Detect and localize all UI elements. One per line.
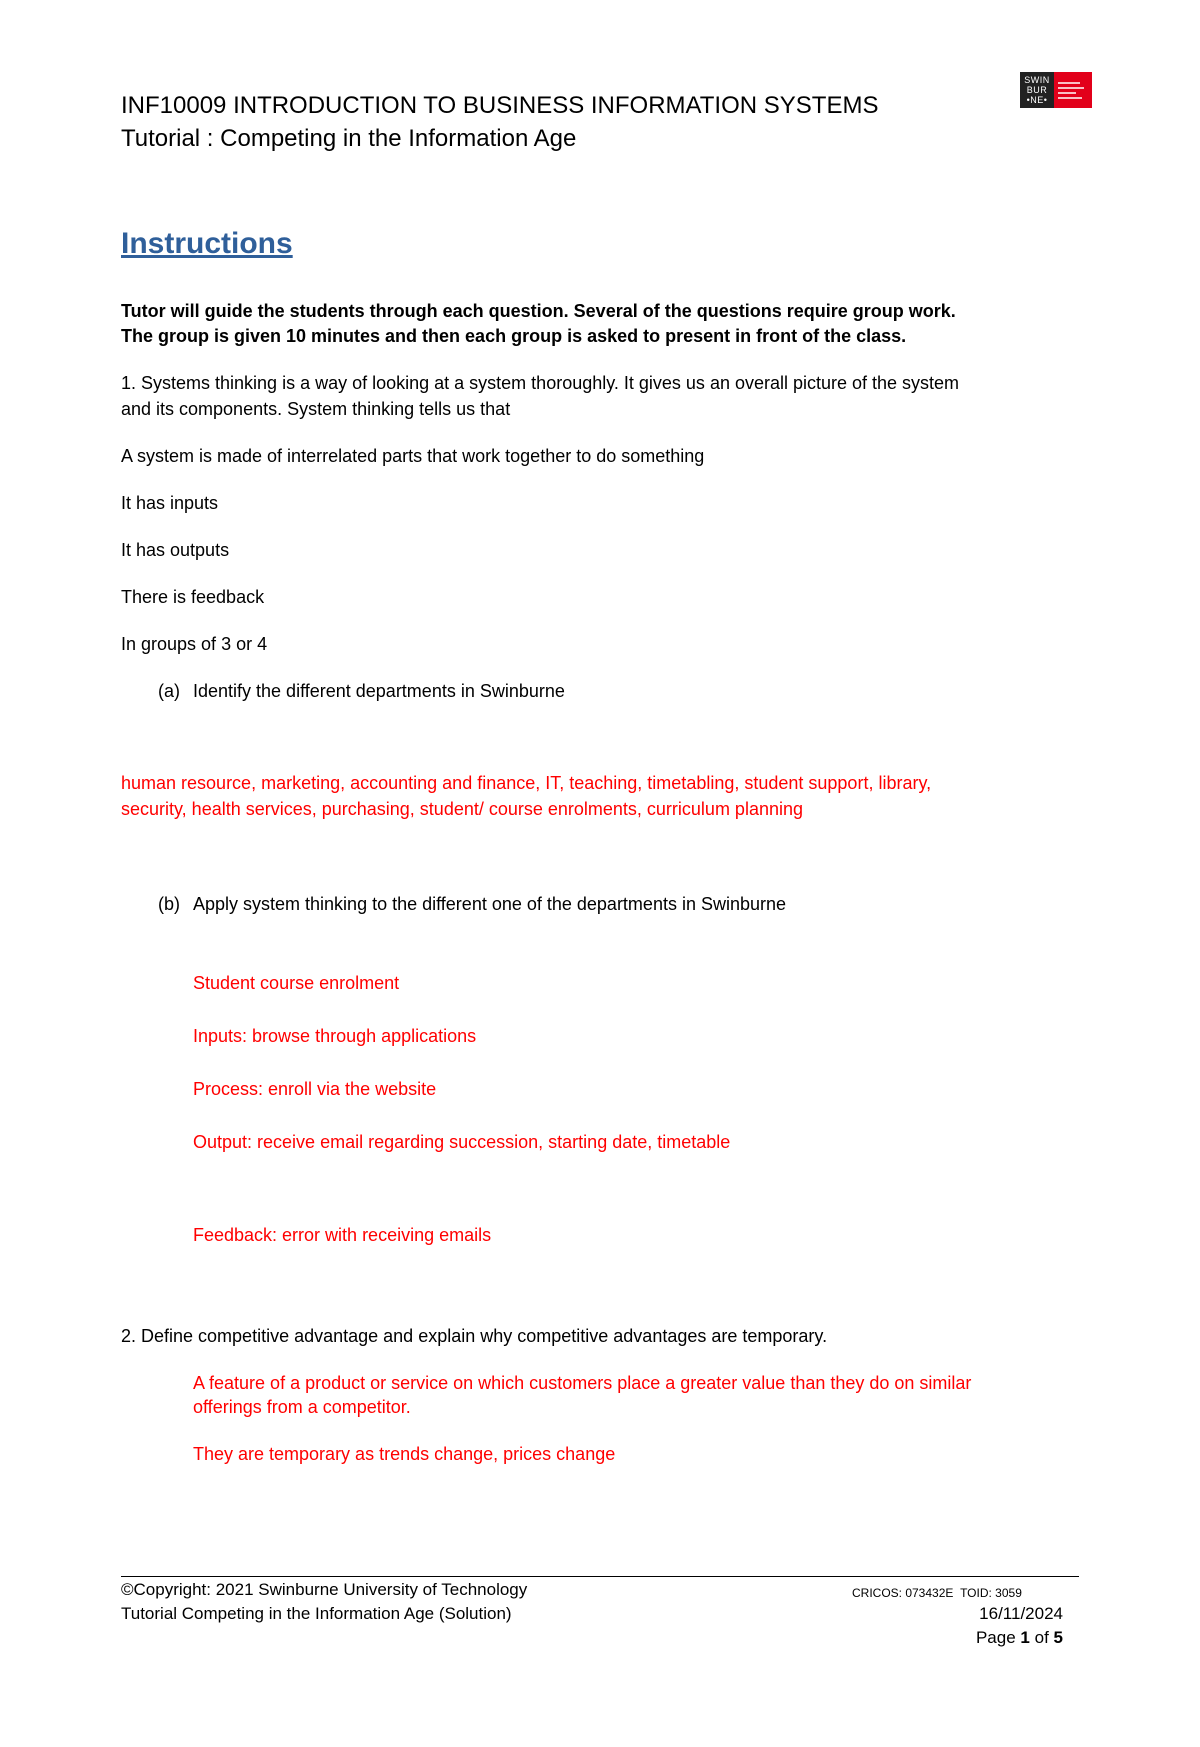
footer-page-prefix: Page xyxy=(975,1628,1016,1647)
logo-line-3: •NE• xyxy=(1026,95,1048,105)
footer-cricos-code: CRICOS: 073432E xyxy=(852,1586,954,1600)
logo-mark xyxy=(1020,72,1054,108)
footer-date: 16/11/2024 xyxy=(979,1604,1063,1623)
q1-point: It has outputs xyxy=(121,540,230,560)
q1a-text: Identify the different departments in Swinburne xyxy=(193,681,565,701)
q1-point: In groups of 3 or 4 xyxy=(121,634,268,654)
swinburne-logo xyxy=(1020,72,1092,108)
q1-text-line-2: and its components. System thinking tells us that xyxy=(121,399,511,419)
q1b-answer: Output: receive email regarding succession, starting date, timetable xyxy=(193,1132,731,1152)
q1a-label: (a) xyxy=(158,681,180,701)
footer-page-current: 1 xyxy=(1020,1628,1030,1647)
footer-page-total: 5 xyxy=(1053,1628,1063,1647)
q2-answer-line-2: offerings from a competitor. xyxy=(193,1397,411,1417)
instructions-line-2: The group is given 10 minutes and then each group is asked to present in front of the class. xyxy=(121,326,907,346)
q1b-text: Apply system thinking to the different one of the departments in Swinburne xyxy=(193,894,787,914)
footer-doc-title: Tutorial Competing in the Information Age (Solution) xyxy=(121,1604,512,1623)
instructions-heading: Instructions xyxy=(121,227,293,260)
q1b-answer: Inputs: browse through applications xyxy=(193,1026,477,1046)
footer-cricos xyxy=(852,1586,1022,1600)
logo-line-1: SWIN xyxy=(1024,75,1050,85)
q1-point: A system is made of interrelated parts that work together to do something xyxy=(121,446,705,466)
course-title: INF10009 INTRODUCTION TO BUSINESS INFORMATION SYSTEMS xyxy=(121,92,879,119)
footer-page-number xyxy=(976,1627,1063,1649)
instructions-line-1: Tutor will guide the students through each question. Several of the questions require group work. xyxy=(121,301,956,321)
q1a-answer-line-2: security, health services, purchasing, student/ course enrolments, curriculum planning xyxy=(121,799,803,819)
tutorial-title: Tutorial : Competing in the Information Age xyxy=(121,125,577,152)
footer-copyright: ©Copyright: 2021 Swinburne University of Technology xyxy=(121,1580,528,1599)
q2-question: 2. Define competitive advantage and explain why competitive advantages are temporary. xyxy=(121,1326,828,1346)
q1a-answer-line-1: human resource, marketing, accounting and finance, IT, teaching, timetabling, student support, library, xyxy=(121,773,932,793)
q2-answer-line-3: They are temporary as trends change, prices change xyxy=(193,1444,616,1464)
footer-page-of: of xyxy=(1034,1628,1049,1647)
logo-red-block xyxy=(1054,72,1092,108)
q1b-answer: Process: enroll via the website xyxy=(193,1079,437,1099)
q2-answer-line-1: A feature of a product or service on which customers place a greater value than they do on similar xyxy=(193,1373,972,1393)
footer-toid: TOID: 3059 xyxy=(960,1586,1022,1600)
footer-divider xyxy=(121,1576,1079,1577)
q1-point: There is feedback xyxy=(121,587,265,607)
q1-point: It has inputs xyxy=(121,493,219,513)
q1b-answer: Feedback: error with receiving emails xyxy=(193,1225,492,1245)
q1b-label: (b) xyxy=(158,894,180,914)
q1b-answer: Student course enrolment xyxy=(193,973,400,993)
logo-line-2: BUR xyxy=(1026,85,1048,95)
q1-text-line-1: 1. Systems thinking is a way of looking at a system thoroughly. It gives us an overall picture of the system xyxy=(121,373,960,393)
